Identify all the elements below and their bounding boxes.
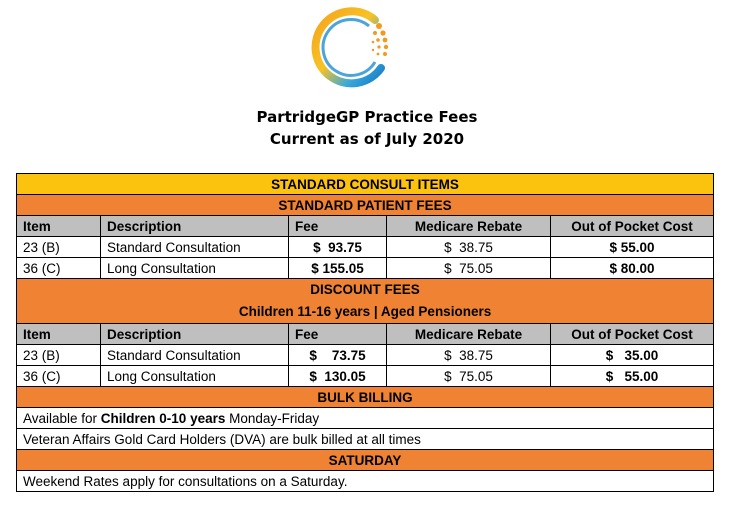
description-cell: Long Consultation [101,366,289,387]
table-row [17,345,714,366]
table-row [17,258,714,279]
out-of-pocket-cell: $ 80.00 [551,258,714,279]
table-row [17,237,714,258]
fee-cell: $ 130.05 [289,366,387,387]
fee-cell: $ 73.75 [289,345,387,366]
rebate-cell: $ 75.05 [387,258,551,279]
fee-cell: $ 155.05 [289,258,387,279]
note-text: Monday-Friday [225,410,320,426]
description-cell: Standard Consultation [101,237,289,258]
section-bulk-billing [17,387,714,408]
item-cell: 36 (C) [17,258,101,279]
note-emphasis: Children 0-10 years [100,410,226,426]
note-cell [17,408,714,429]
note-cell: Weekend Rates apply for consultations on a Saturday. [17,471,714,492]
section-standard-patient [17,195,714,216]
column-header: Description [101,324,289,345]
column-header: Item [17,216,101,237]
dva-note [17,429,714,450]
rebate-cell: $ 38.75 [387,345,551,366]
circle-logo-icon [309,6,395,92]
table-header-row [17,324,714,345]
page-title: PartridgeGP Practice Fees [256,108,478,126]
column-header: Item [17,324,101,345]
column-header: Description [101,216,289,237]
out-of-pocket-cell: $ 55.00 [551,366,714,387]
section-title [17,279,714,324]
fee-cell: $ 93.75 [289,237,387,258]
saturday-note [17,471,714,492]
fees-table [16,173,714,492]
item-cell: 23 (B) [17,237,101,258]
section-title: SATURDAY [17,450,714,471]
discount-subtitle: Children 11-16 years | Aged Pensioners [238,304,492,319]
section-title: BULK BILLING [17,387,714,408]
section-title: STANDARD PATIENT FEES [17,195,714,216]
section-standard-consult [17,174,714,195]
column-header: Out of Pocket Cost [551,216,714,237]
section-title: STANDARD CONSULT ITEMS [17,174,714,195]
table-row [17,366,714,387]
description-cell: Standard Consultation [101,345,289,366]
column-header: Out of Pocket Cost [551,324,714,345]
item-cell: 36 (C) [17,366,101,387]
column-header: Medicare Rebate [387,324,551,345]
column-header: Medicare Rebate [387,216,551,237]
item-cell: 23 (B) [17,345,101,366]
out-of-pocket-cell: $ 55.00 [551,237,714,258]
bulk-billing-note [17,408,714,429]
section-saturday [17,450,714,471]
column-header: Fee [289,216,387,237]
out-of-pocket-cell: $ 35.00 [551,345,714,366]
page-subtitle: Current as of July 2020 [269,130,465,148]
table-header-row [17,216,714,237]
description-cell: Long Consultation [101,258,289,279]
rebate-cell: $ 75.05 [387,366,551,387]
note-text: Available for [23,410,101,426]
note-cell: Veteran Affairs Gold Card Holders (DVA) are bulk billed at all times [17,429,714,450]
column-header: Fee [289,324,387,345]
discount-title: DISCOUNT FEES [310,282,420,297]
rebate-cell: $ 38.75 [387,237,551,258]
section-discount-fees [17,279,714,324]
